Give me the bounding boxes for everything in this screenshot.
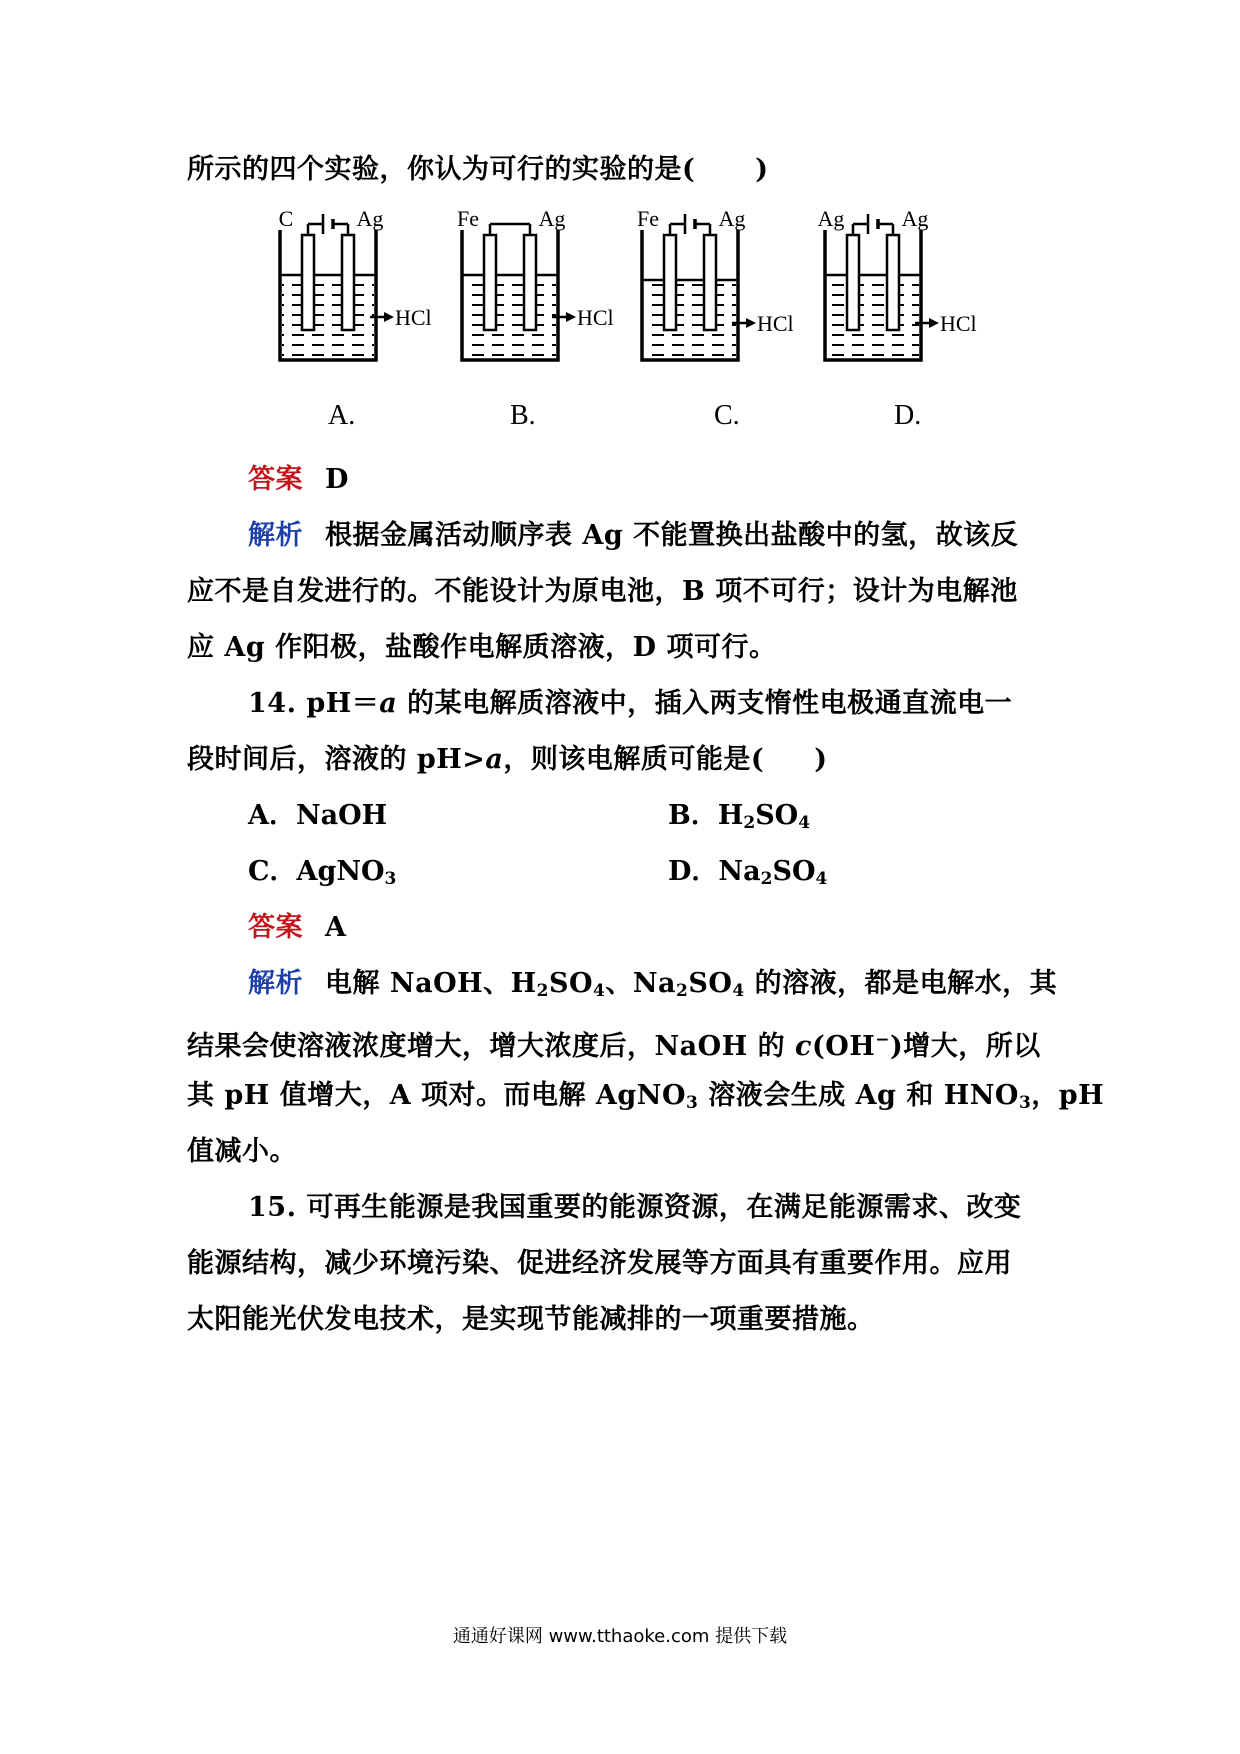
q13-stem-text: 所示的四个实验，你认为可行的实验的是( — [187, 154, 696, 185]
subscript: 3 — [685, 1093, 699, 1113]
cell-d-left-electrode-label: Ag — [817, 210, 845, 231]
option-label: C． — [248, 856, 297, 887]
cell-c-left-electrode — [664, 235, 676, 330]
q13-stem-close: ) — [755, 154, 769, 185]
cell-d-reagent-label: HCl — [940, 311, 977, 336]
option-text: SO — [772, 856, 816, 887]
figure-label-d: D. — [894, 400, 922, 431]
analysis-text: SO — [548, 968, 593, 999]
cell-c-pointer-arrow — [746, 318, 756, 328]
subscript: 3 — [384, 869, 397, 889]
q15-text: 太阳能光伏发电技术，是实现节能减排的一项重要措施。 — [187, 1304, 875, 1335]
figure-label-a: A. — [328, 400, 356, 431]
analysis-text: 结果会使溶液浓度增大，增大浓度后，NaOH 的 — [187, 1031, 796, 1062]
subscript: 4 — [732, 981, 745, 1001]
q14-stem-line-2 — [187, 740, 1057, 780]
q14-option-b — [668, 796, 810, 843]
option-text: NaOH — [295, 800, 388, 831]
q14-analysis-line-4 — [187, 1132, 1057, 1172]
option-label: A． — [248, 800, 296, 831]
option-label: B． — [668, 800, 718, 831]
q13-analysis-line-3 — [187, 628, 1057, 668]
q15-text: 可再生能源是我国重要的能源资源，在满足能源需求、改变 — [306, 1192, 1022, 1223]
q14-analysis-line-1 — [248, 964, 1118, 1011]
option-label: D． — [668, 856, 719, 887]
analysis-text: 其 pH 值增大，A 项对。而电解 AgNO — [187, 1080, 686, 1111]
q14-analysis-line-2 — [187, 1020, 1057, 1067]
analysis-label: 解析 — [248, 520, 303, 551]
option-text: Na — [718, 856, 761, 887]
subscript: 2 — [760, 869, 773, 889]
q13-analysis-text-1: 根据金属活动顺序表 Ag 不能置换出盐酸中的氢，故该反 — [325, 520, 1019, 551]
concentration-symbol: c — [795, 1031, 812, 1062]
subscript: 4 — [798, 813, 811, 833]
q14-stem-close: ) — [814, 744, 828, 775]
page-footer: 通通好课网 www.tthaoke.com 提供下载 — [452, 1626, 788, 1647]
cell-a-electrolyte — [282, 275, 374, 358]
analysis-text: ，pH — [1031, 1080, 1105, 1111]
answer-label: 答案 — [248, 912, 303, 943]
cell-c-reagent-label: HCl — [757, 311, 794, 336]
analysis-text: 溶液会生成 Ag 和 HNO — [698, 1080, 1019, 1111]
cell-a-left-electrode-label: C — [278, 210, 294, 231]
q15-stem-line-1 — [248, 1188, 1118, 1228]
subscript: 2 — [743, 813, 756, 833]
analysis-text: 的溶液，都是电解水，其 — [744, 968, 1058, 999]
cell-b-right-electrode-label: Ag — [538, 210, 566, 231]
q13-analysis-line-1 — [248, 516, 1118, 556]
q15-number: 15. — [248, 1192, 297, 1223]
q13-analysis-line-2 — [187, 572, 1057, 612]
q14-option-d — [668, 852, 827, 899]
subscript: 4 — [593, 981, 606, 1001]
cell-c-right-electrode — [704, 235, 716, 330]
superscript: − — [875, 1030, 891, 1050]
q14-number: 14. — [248, 688, 297, 719]
subscript: 2 — [536, 981, 549, 1001]
cell-a-right-electrode-label: Ag — [356, 210, 384, 231]
q15-stem-line-3 — [187, 1300, 1057, 1340]
q13-analysis-text-3: 应 Ag 作阳极，盐酸作电解质溶液，D 项可行。 — [187, 632, 777, 663]
q14-analysis-line-3 — [187, 1076, 1105, 1123]
answer-label: 答案 — [248, 464, 303, 495]
analysis-text: )增大，所以 — [890, 1031, 1041, 1062]
subscript: 3 — [1018, 1093, 1032, 1113]
cell-b-pointer-arrow — [566, 312, 576, 322]
q14-stem-part: ，则该电解质可能是( — [503, 744, 765, 775]
cell-d-pointer-arrow — [929, 318, 939, 328]
q13-stem-tail — [187, 150, 1057, 190]
cell-b-left-electrode-label: Fe — [457, 210, 479, 231]
cell-c-left-electrode-label: Fe — [637, 210, 659, 231]
q14-answer-line — [248, 908, 1118, 948]
option-text: AgNO — [296, 856, 385, 887]
cell-a-right-electrode — [342, 235, 354, 330]
analysis-label: 解析 — [248, 968, 303, 999]
q15-stem-line-2 — [187, 1244, 1057, 1284]
cell-d-left-electrode — [847, 235, 859, 330]
analysis-text: (OH — [811, 1031, 876, 1062]
q14-variable-a: a — [379, 688, 398, 719]
q14-variable-a: a — [485, 744, 504, 775]
q13-answer-line — [248, 460, 1118, 500]
cell-d-right-electrode — [887, 235, 899, 330]
subscript: 4 — [815, 869, 828, 889]
cell-d-right-electrode-label: Ag — [901, 210, 929, 231]
option-text: SO — [755, 800, 799, 831]
option-text: H — [717, 800, 744, 831]
subscript: 2 — [676, 981, 689, 1001]
q14-stem-line-1 — [248, 684, 1118, 724]
q15-text: 能源结构，减少环境污染、促进经济发展等方面具有重要作用。应用 — [187, 1248, 1012, 1279]
cell-b-electrolyte — [464, 275, 556, 358]
cell-d-electrolyte — [827, 275, 919, 358]
q14-stem-part: pH＝ — [306, 688, 380, 719]
analysis-text: 电解 NaOH、H — [325, 968, 537, 999]
figure-label-c: C. — [714, 400, 740, 431]
cell-a-pointer-arrow — [384, 312, 394, 322]
q13-analysis-text-2: 应不是自发进行的。不能设计为原电池，B 项不可行；设计为电解池 — [187, 576, 1018, 607]
cell-b-right-electrode — [524, 235, 536, 330]
analysis-text: 、Na — [605, 968, 677, 999]
q14-answer: A — [325, 912, 347, 943]
cell-a-reagent-label: HCl — [395, 305, 432, 330]
analysis-text: SO — [688, 968, 733, 999]
cell-a-left-electrode — [302, 235, 314, 330]
cell-c-electrolyte — [644, 280, 736, 358]
analysis-text: 值减小。 — [187, 1136, 297, 1167]
q14-option-c — [248, 852, 396, 899]
cell-b-reagent-label: HCl — [577, 305, 614, 330]
q14-stem-part: 的某电解质溶液中，插入两支惰性电极通直流电一 — [397, 688, 1013, 719]
q13-answer: D — [325, 464, 349, 495]
cell-c-right-electrode-label: Ag — [718, 210, 746, 231]
q14-stem-part: 段时间后，溶液的 pH> — [187, 744, 486, 775]
figure-label-b: B. — [510, 400, 536, 431]
q14-option-a — [248, 796, 387, 836]
cell-b-left-electrode — [484, 235, 496, 330]
